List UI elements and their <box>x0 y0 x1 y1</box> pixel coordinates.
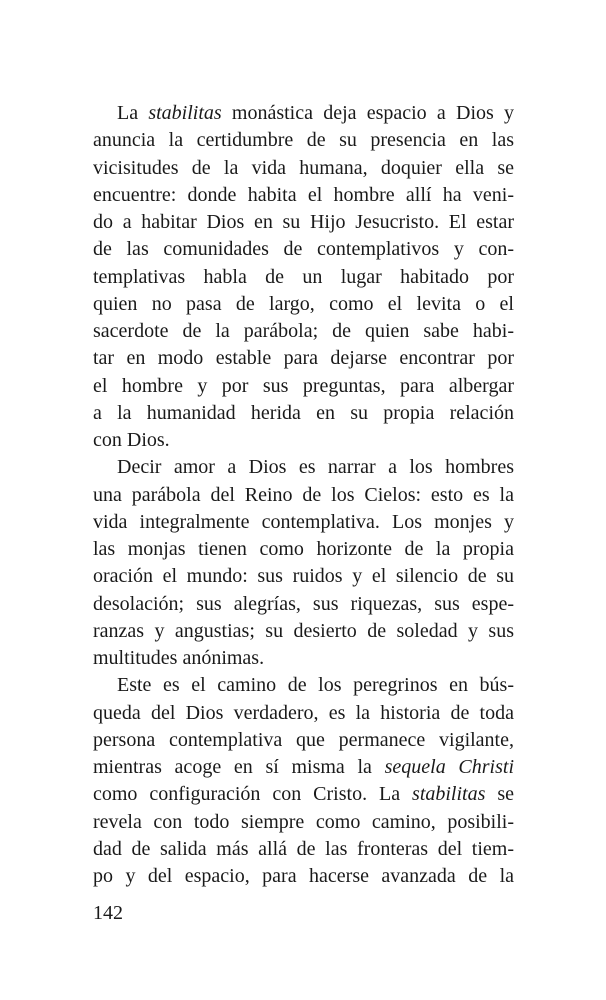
text-segment: queda del Dios verdadero, es la historia de toda <box>93 701 514 724</box>
italic-text: stabilitas <box>148 102 222 124</box>
text-segment: monástica deja espacio a Dios y <box>221 102 514 124</box>
text-segment: ranzas y angustias; su desierto de soledad y sus <box>93 619 514 642</box>
text-line <box>93 836 514 863</box>
text-segment: de las comunidades de contemplativos y con- <box>93 238 514 261</box>
text-segment: como configuración con Cristo. La <box>93 783 413 806</box>
italic-text: sequela Christi <box>384 756 515 778</box>
text-segment: La <box>117 102 149 124</box>
text-segment: dad de salida más allá de las fronteras del tiem- <box>93 837 514 860</box>
text-segment: tar en modo estable para dejarse encontrar por <box>93 347 514 370</box>
text-segment: una parábola del Reino de los Cielos: esto es la <box>93 483 514 506</box>
paragraph <box>93 672 514 890</box>
text-line <box>93 264 514 291</box>
text-segment: encuentre: donde habita el hombre allí ha veni- <box>93 183 514 206</box>
text-segment: do a habitar Dios en su Hijo Jesucristo. El estar <box>93 211 514 233</box>
text-line <box>93 345 514 372</box>
text-line <box>93 809 514 836</box>
text-segment: Este es el camino de los peregrinos en bús- <box>117 674 514 697</box>
text-segment: persona contemplativa que permanece vigilante, <box>93 728 514 751</box>
text-line <box>93 754 514 781</box>
text-segment: las monjas tienen como horizonte de la propia <box>93 538 514 560</box>
italic-text: stabilitas <box>412 783 486 806</box>
text-line <box>93 863 514 890</box>
text-segment: oración el mundo: sus ruidos y el silencio de su <box>93 565 514 588</box>
text-segment: revela con todo siempre como camino, posibili- <box>93 810 514 833</box>
text-segment: mientras acoge en sí misma la <box>93 756 385 778</box>
text-line <box>93 100 514 127</box>
text-line <box>93 482 514 509</box>
text-line <box>93 454 514 481</box>
text-line <box>93 727 514 754</box>
text-segment: Decir amor a Dios es narrar a los hombres <box>117 456 514 479</box>
text-line <box>93 155 514 182</box>
paragraph <box>93 100 514 454</box>
text-segment: quien no pasa de largo, como el levita o el <box>93 292 514 315</box>
text-segment: a la humanidad herida en su propia relación <box>93 401 514 424</box>
paragraph <box>93 454 514 672</box>
text-segment: se <box>485 783 514 806</box>
text-segment: con Dios. <box>93 429 170 451</box>
text-line <box>93 318 514 345</box>
text-line <box>93 373 514 400</box>
page-number: 142 <box>93 902 123 924</box>
text-segment: vida integralmente contemplativa. Los monjes y <box>93 510 514 533</box>
text-line <box>93 672 514 699</box>
text-line <box>93 618 514 645</box>
text-line <box>93 781 514 808</box>
text-line <box>93 591 514 618</box>
text-line <box>93 236 514 263</box>
text-line <box>93 536 514 563</box>
text-line <box>93 563 514 590</box>
body-text <box>93 100 514 890</box>
text-segment: desolación; sus alegrías, sus riquezas, sus espe- <box>93 592 514 615</box>
text-segment: po y del espacio, para hacerse avanzada de la <box>93 865 514 887</box>
text-segment: templativas habla de un lugar habitado por <box>93 265 514 288</box>
text-line <box>93 209 514 236</box>
text-line <box>93 400 514 427</box>
text-line <box>93 427 514 454</box>
text-line <box>93 182 514 209</box>
text-line <box>93 700 514 727</box>
text-line <box>93 509 514 536</box>
text-line <box>93 127 514 154</box>
text-line <box>93 291 514 318</box>
text-line <box>93 645 514 672</box>
text-segment: anuncia la certidumbre de su presencia en las <box>93 129 514 152</box>
text-segment: vicisitudes de la vida humana, doquier ella se <box>93 156 514 179</box>
text-segment: multitudes anónimas. <box>93 647 265 669</box>
text-segment: sacerdote de la parábola; de quien sabe habi- <box>93 320 514 342</box>
text-segment: el hombre y por sus preguntas, para albergar <box>93 374 514 397</box>
